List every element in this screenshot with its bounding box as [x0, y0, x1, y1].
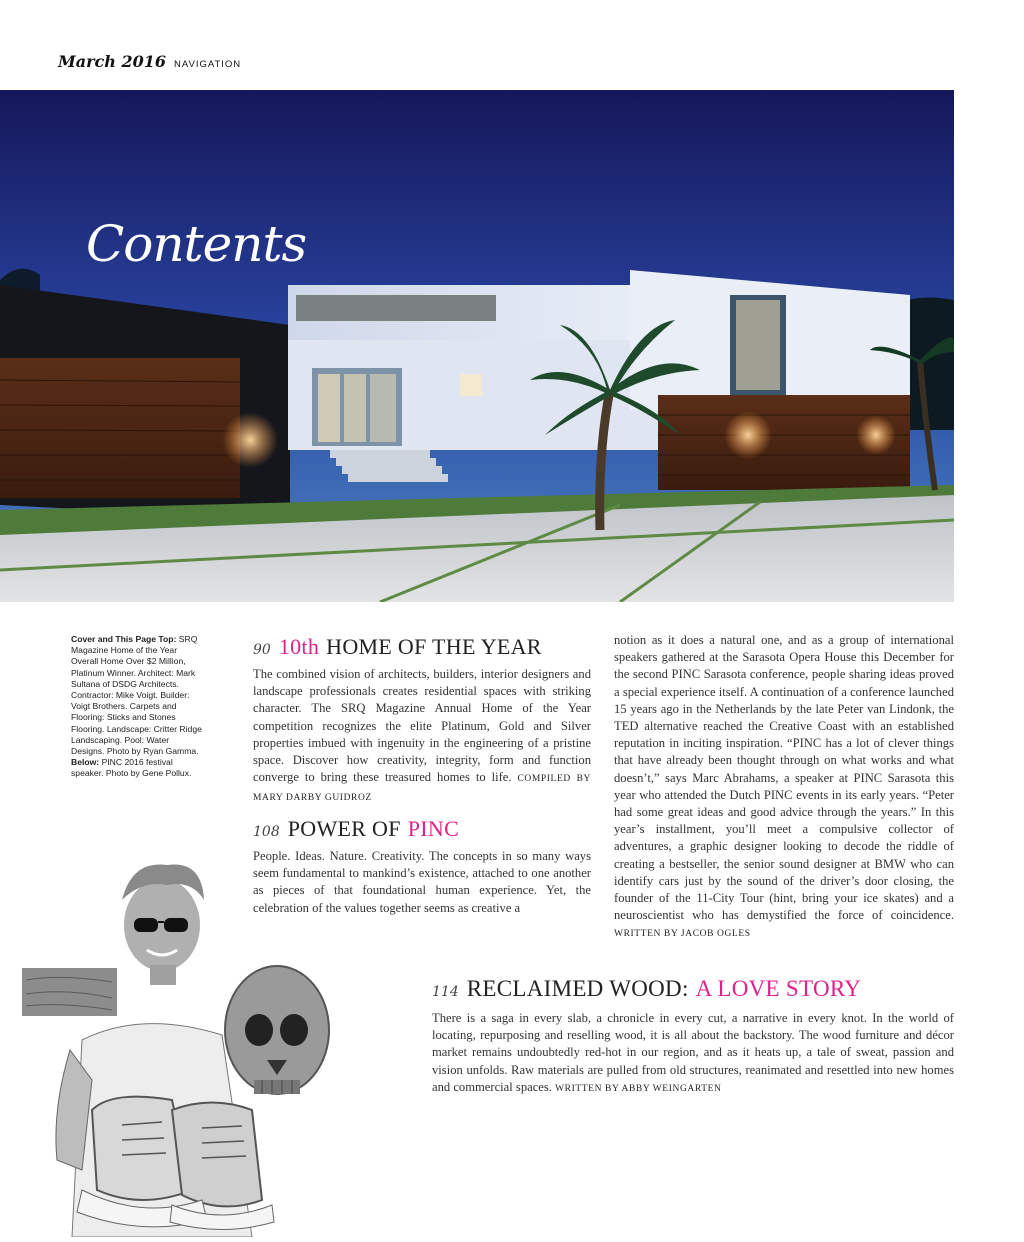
hero-photo: [0, 90, 954, 602]
caption-lead: Cover and This Page Top:: [71, 634, 177, 644]
story-text: The combined vision of architects, builders, interior designers and landscape professionals creates residential spaces with striking character. The SRQ Magazine Annual Home of the Year competition recognizes the elite Platinum, Gold and Silver properties imbued with ingenuity in the engineering of a pristine space. Discover how creativity, integrity, form and function converge to bring these treasured homes to life.: [253, 667, 591, 785]
section-label: NAVIGATION: [173, 59, 242, 70]
cover-caption: [71, 634, 203, 780]
page-header: [58, 52, 241, 71]
story-text: People. Ideas. Nature. Creativity. The concepts in so many ways seem fundamental to mankind’s existence, attached to one another as pieces of that foundational human experience. Yet, the celebration of the values together seems as creative a: [253, 849, 591, 915]
story-body: [253, 666, 591, 808]
story-title-accent: A LOVE STORY: [695, 976, 862, 1001]
speaker-portrait-photo: [22, 860, 352, 1237]
story-credit: COMPILED BY MARY DARBY GUIDROZ: [253, 774, 591, 804]
story-title: POWER OF: [287, 816, 401, 841]
page-number: 114: [432, 984, 459, 1000]
story-body-continued: [614, 632, 954, 944]
story-text: There is a saga in every slab, a chronicle in every cut, a narrative in every knot. In the world of locating, repurposing and reselling wood, it is all about the backstory. The wood furniture and décor market remains undoubtedly red-hot in our region, and as it heats up, a tale of sweat, passion and vision unfolds. Raw materials are pulled from old structures, reanimated and resettled into new homes and commercial spaces.: [432, 1011, 954, 1094]
story-title: RECLAIMED WOOD:: [466, 976, 689, 1001]
house-photo: [0, 90, 954, 602]
story-heading[interactable]: [253, 816, 459, 842]
caption-below-text: PINC 2016 festival speaker. Photo by Gene Pollux.: [71, 757, 192, 779]
contents-title: Contents: [86, 215, 307, 273]
page-number: 108: [253, 824, 280, 840]
story-title: HOME OF THE YEAR: [326, 634, 542, 659]
story-heading[interactable]: [432, 976, 861, 1002]
story-title-accent: 10th: [278, 634, 320, 659]
story-credit: WRITTEN BY ABBY WEINGARTEN: [555, 1083, 722, 1094]
story-title-accent: PINC: [407, 816, 460, 841]
page-number: 90: [253, 642, 271, 658]
story-credit: WRITTEN BY JACOB OGLES: [614, 929, 751, 940]
caption-text: SRQ Magazine Home of the Year Overall Home Over $2 Million, Platinum Winner. Architect: Mark Sultana of DSDG Architects. Contractor: Mike Voigt. Builder: Voigt Brothers. Carpets and Flooring: Sticks and Stones Flooring. Landscape: Critter Ridge Landscaping. Pool: Water Designs. Photo by Ryan Gamma.: [71, 634, 202, 757]
issue-date: March 2016: [58, 52, 166, 71]
story-text-continued: notion as it does a natural one, and as a group of international speakers gathered at the Sarasota Opera House this December for the second PINC Sarasota conference, people sharing ideas proved a special experience itself. A continuation of a conference launched 15 years ago in the Netherlands by the late Peter van Lindonk, the TED alternative reached the Creative Coast with an established reputation in inciting inspiration. “PINC has a lot of clever things that have already been thought through on what works and what doesn’t,” says Marc Abrahams, a speaker at PINC Sarasota this year who attended the Dutch PINC events in its early years. “Peter had some great ideas and good advice through the years.” In this year’s installment, you’ll meet a compulsive collector of adventures, a graphic designer looking to decode the riddle of creating a bestseller, the senior sound designer at BMW who can identify cars just by the sound of the driver’s door closing, the founder of the 11-City Tour (hint, bring your ice skates) and a neuroscientist who has demystified the force of coincidence.: [614, 633, 954, 923]
story-heading[interactable]: [253, 634, 542, 660]
story-body: [432, 1010, 954, 1098]
speaker-portrait: [22, 860, 352, 1237]
caption-below-label: Below:: [71, 757, 100, 768]
